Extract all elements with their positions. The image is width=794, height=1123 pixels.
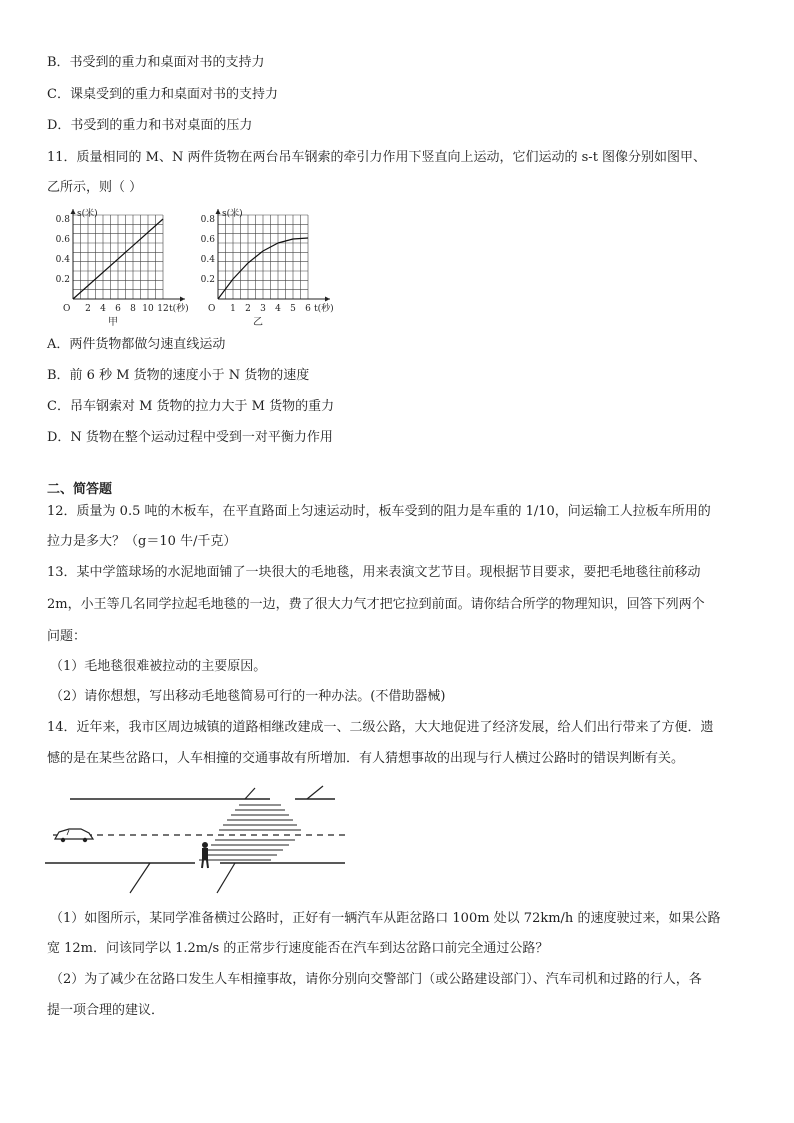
road-crossing-figure <box>45 783 345 898</box>
q13-line3: 问题： <box>47 629 87 644</box>
y-tick-label: 0.8 <box>200 215 215 225</box>
origin-label: O <box>208 304 216 314</box>
chart-yi <box>190 205 360 330</box>
y-tick-label: 0.6 <box>200 235 215 245</box>
y-tick-label: 0.4 <box>55 255 70 265</box>
q10-option-d: D．书受到的重力和书对桌面的压力 <box>47 118 253 133</box>
section-heading: 二、简答题 <box>47 482 113 497</box>
side-road-edge <box>130 863 150 893</box>
x-tick-label: 2 <box>85 304 91 314</box>
car-icon <box>55 829 93 842</box>
origin-label: O <box>63 304 71 314</box>
chart-caption: 乙 <box>253 317 263 328</box>
side-road-edge <box>245 788 255 799</box>
x-tick-label: 6 <box>305 304 311 314</box>
side-road-edge <box>307 786 323 799</box>
q14-line1: 14．近年来，我市区周边城镇的道路相继改建成一、二级公路，大大地促进了经济发展，给人们出行带来了方便．遗 <box>47 720 714 735</box>
side-road-edge <box>217 863 235 893</box>
q14-sub2-line1: （2）为了减少在岔路口发生人车相撞事故，请你分别向交警部门（或公路建设部门）、汽车司机和过路的行人，各 <box>50 972 702 987</box>
pedestrian-icon <box>202 842 208 868</box>
y-tick-label: 0.4 <box>200 255 215 265</box>
x-tick-label: 4 <box>100 304 106 314</box>
y-tick-label: 0.6 <box>55 235 70 245</box>
q14-sub2-line2: 提一项合理的建议． <box>47 1003 165 1018</box>
q14-sub1-line2: 宽 12m．问该同学以 1.2m/s 的正常步行速度能否在汽车到达岔路口前完全通过公路？ <box>47 941 549 956</box>
q10-option-b: B．书受到的重力和桌面对书的支持力 <box>47 55 265 70</box>
q11-option-a: A．两件货物都做匀速直线运动 <box>47 337 226 352</box>
y-axis-label: s(米) <box>77 209 98 219</box>
q13-line1: 13．某中学篮球场的水泥地面铺了一块很大的毛地毯，用来表演文艺节目。现根据节目要求，要把毛地毯往前移动 <box>47 565 701 580</box>
y-axis-label: s(米) <box>222 209 243 219</box>
x-axis-label: t(秒) <box>314 304 334 314</box>
x-tick-label: 1 <box>230 304 236 314</box>
q11-option-b: B．前 6 秒 M 货物的速度小于 N 货物的速度 <box>47 368 310 383</box>
x-tick-label: 8 <box>130 304 136 314</box>
x-axis-arrow <box>180 297 185 302</box>
x-tick-label: 10 <box>142 304 154 314</box>
x-tick-label: 3 <box>260 304 266 314</box>
q13-sub1: （1）毛地毯很难被拉动的主要原因。 <box>50 659 267 674</box>
x-tick-label: 5 <box>290 304 296 314</box>
y-tick-label: 0.2 <box>55 275 70 285</box>
y-axis-arrow <box>71 209 76 214</box>
q11-stem-line2: 乙所示，则（ ） <box>47 180 143 195</box>
chart-caption: 甲 <box>108 317 118 328</box>
zebra-crossing <box>199 805 301 860</box>
q13-line2: 2m，小王等几名同学拉起毛地毯的一边，费了很大力气才把它拉到前面。请你结合所学的物理知识，回答下列两个 <box>47 597 705 612</box>
x-tick-label: 2 <box>245 304 251 314</box>
y-tick-label: 0.8 <box>55 215 70 225</box>
x-axis-arrow <box>325 297 330 302</box>
x-tick-label: 12 <box>157 304 169 314</box>
y-axis-arrow <box>216 209 221 214</box>
y-tick-label: 0.2 <box>200 275 215 285</box>
q14-sub1-line1: （1）如图所示，某同学准备横过公路时，正好有一辆汽车从距岔路口 100m 处以 72km/h 的速度驶过来，如果公路 <box>50 911 721 926</box>
q11-option-c: C．吊车钢索对 M 货物的拉力大于 M 货物的重力 <box>47 399 335 414</box>
q12-line1: 12．质量为 0.5 吨的木板车，在平直路面上匀速运动时，板车受到的阻力是车重的 1/10，问运输工人拉板车所用的 <box>47 504 711 519</box>
q13-sub2: （2）请你想想，写出移动毛地毯简易可行的一种办法。(不借助器械) <box>50 689 446 704</box>
x-axis-label: t(秒) <box>169 304 189 314</box>
q11-stem-line1: 11．质量相同的 M、N 两件货物在两台吊车钢索的牵引力作用下竖直向上运动，它们运动的 s-t 图像分别如图甲、 <box>47 150 707 165</box>
q12-line2: 拉力是多大？（g＝10 牛/千克） <box>47 534 237 549</box>
x-tick-label: 4 <box>275 304 281 314</box>
q14-line2: 憾的是在某些岔路口，人车相撞的交通事故有所增加．有人猜想事故的出现与行人横过公路时的错误判断有关。 <box>47 751 685 766</box>
q10-option-c: C．课桌受到的重力和桌面对书的支持力 <box>47 87 278 102</box>
x-tick-label: 6 <box>115 304 121 314</box>
q11-option-d: D．N 货物在整个运动过程中受到一对平衡力作用 <box>47 430 333 445</box>
